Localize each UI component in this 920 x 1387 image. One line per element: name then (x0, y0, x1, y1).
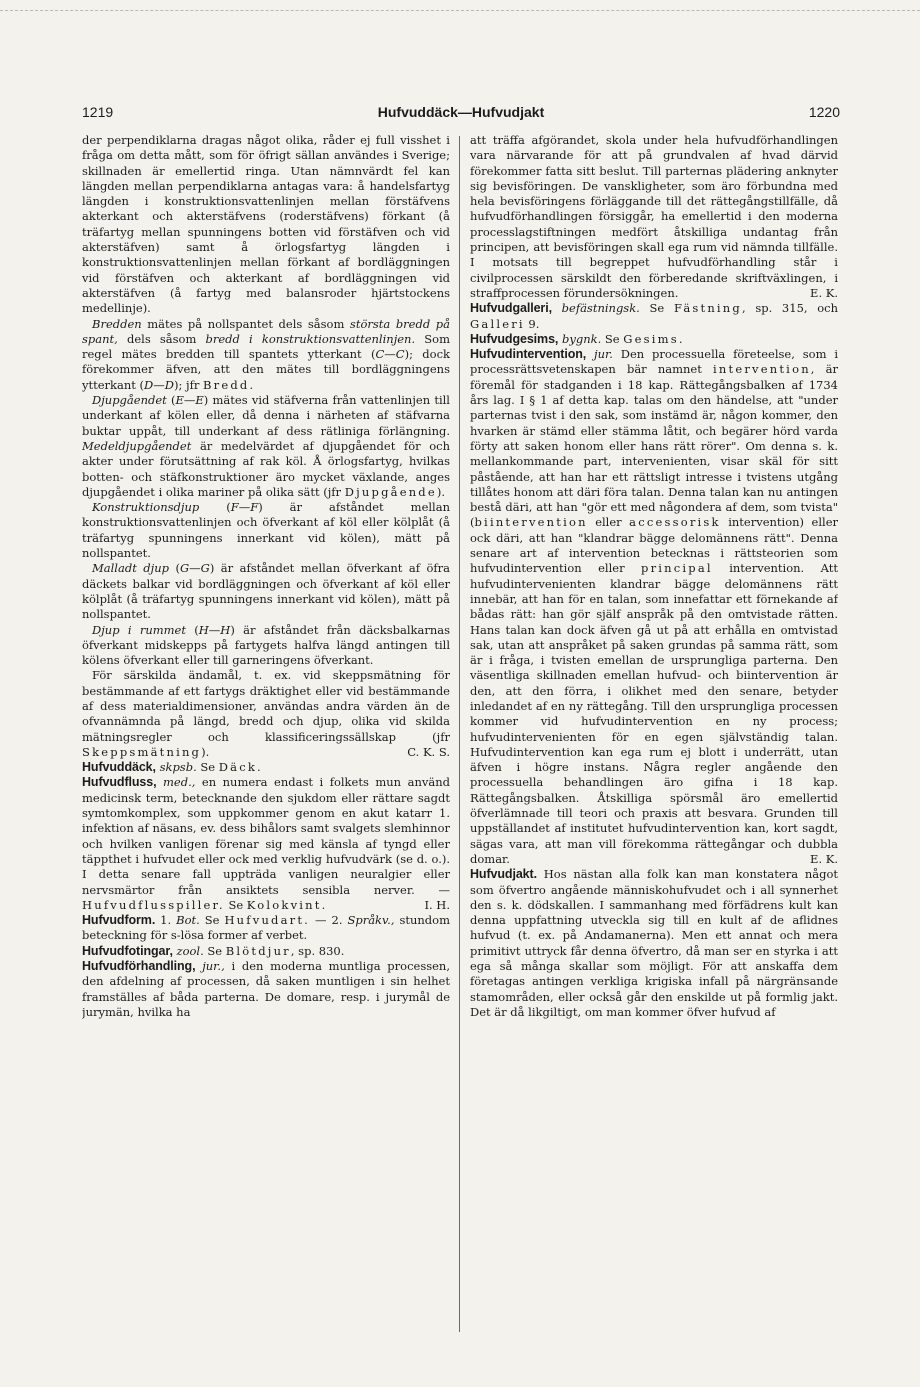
italic-text: Språkv., (347, 913, 395, 928)
text-run: att träffa afgörandet, skola under hela hufvudförhandlingen vara närvarande för att på grundvalen af hvad därvid förekommer fatta sitt beslut. Till parternas plädering anknyter sig bevisföringen. De vanskligheter, som äro förbundna med hela bevisföringens förläggande till det rättegångstillfälle, då hufvudförhandlingen försiggår, ha emellertid i den moderna processlagstiftningen medfört åtskilliga undantag från principen, att bevisföringen skall ega rum vid nämnda tillfälle. I motsats till begreppet hufvudförhandling står i civilprocessen särskildt den förberedande skriftväxlingen, i straffprocessen förundersökningen. (470, 133, 838, 300)
paragraph (470, 347, 838, 867)
spaced-text: Skeppsmätning (82, 744, 202, 759)
spaced-text: Fästning (673, 301, 742, 316)
text-run: stundom beteckning för s-lösa former af verbet. (82, 913, 450, 943)
paragraph (82, 393, 450, 500)
entry-headword: Hufvudförhandling, (82, 959, 196, 974)
left-column (82, 133, 450, 1333)
text-run: 9. (524, 316, 540, 331)
text-run: Se (199, 913, 225, 928)
author-signature: C. K. S. (407, 744, 450, 759)
paragraph (82, 775, 450, 913)
text-run: der perpendiklarna dragas något olika, råder ej full visshet i fråga om detta mått, som för öfrigt sällan användes i Sverige; skillnaden är emellertid ringa. Utan nämnvärdt fel kan längden mellan perpendiklarna antagas vara: å handelsfartyg längden i konstruktionsvattenlinjen mellan förstäfvens akterkant och akterstäfvens (roderstäfvens) förkant (å träfartyg mellan spunningens botten vid förstäfven och vid akterstäfven) samt å örlogsfartyg längden i konstruktionsvattenlinjen mellan förkant af bordläggningen vid förstäfven och akterkant af bordläggningen vid akterstäfven (å fartyg med balansroder hjärtstockens medellinje). (82, 133, 450, 316)
text-run: Se (224, 897, 247, 912)
text-run: , sp. 315, och (741, 301, 838, 316)
entry-headword: Hufvudgalleri, (470, 301, 552, 316)
italic-text: skpsb. (159, 760, 197, 775)
italic-text: G—G (179, 561, 210, 576)
italic-text: F—F (230, 500, 259, 515)
text-run: dels såsom (117, 331, 206, 346)
text-run: ); dock förekommer äfven, att den mätes till bordläggningens ytterkant ( (82, 347, 450, 392)
text-run: , sp. 830. (290, 943, 345, 958)
text-run: ); jfr (174, 377, 203, 392)
text-run: Som regel mätes bredden till spantets ytterkant ( (82, 331, 450, 362)
spaced-text: Däck. (218, 760, 263, 775)
text-run: eller (587, 515, 630, 530)
paragraph (82, 561, 450, 622)
paragraph (82, 668, 450, 760)
text-run: intervention. Att hufvudintervenienten klandrar bägge delomännens rätt innebär, att han för en talan, som innefattar ett förnekande af bådas rätt: han gör själf anspråk på den omtvistade rätten. Hans talan kan dock äfven gå ut på att erhålla en omtvistad sak, utan att anspråket på saken grundas på samma rätt, som är i fråga, i tvisten emellan de ursprungliga parterna. Den väsentliga skillnaden emellan hufvud- och biintervention är den, att den förra, i olikhet med den senare, betyder inledandet af en ny rättegång. Till den ursprungliga processen kommer vid hufvudintervention en ny process; hufvudintervenienten för en egen självständig talan. Hufvudintervention kan ega rum ej blott i underrätt, utan äfven i högre instans. Några regler angående den processuella behandlingen äro gifna i 18 kap. Rättegångsbalken. Åtskilliga spörsmål äro emellertid öfverlämnade till teori och praxis att besvara. Grunden till uppställandet af institutet hufvudintervention kan, kort sagdt, sägas vara, att man vill förekomma rättegångar och dubbla domar. (470, 561, 838, 866)
text-run: mätes på nollspantet dels såsom (141, 316, 350, 331)
text-run (586, 347, 594, 361)
paragraph (470, 867, 838, 1020)
text-run: 1. (155, 913, 177, 928)
italic-text: Djupgåendet (92, 393, 167, 408)
text-run: ( (185, 622, 199, 637)
text-run: en numera endast i folkets mun använd medicinsk term, betecknande den sjukdom eller rättare sagdt symtomkomplex, som uppkommer genom en akut katarr 1. infektion af näsans, ev. dess bihålors samt svalgets slemhinnor och hvilken vanligen förenar sig med känsla af tyngd eller täppthet i hufvudet eller ock med verklig hufvudvärk (se d. o.). I detta senare fall uppträda vanligen neuralgier eller nervsmärtor från ansiktets sensibla nerver. — (82, 775, 450, 897)
paragraph (82, 133, 450, 317)
italic-text: C—C (375, 347, 405, 362)
text-run: i den moderna muntliga processen, den afdelning af processen, då saken muntligen i sin helhet framställes af båda parterna. De domare, resp. i jurymål de jurymän, hvilka ha (82, 959, 450, 1019)
spaced-text: accessorisk (629, 515, 721, 530)
spaced-text: principal (641, 561, 713, 576)
spaced-text: biintervention (474, 515, 588, 530)
text-run: är medelvärdet af djupgåendet för och akter under förutsättning af rak köl. Å örlogsfartyg, hvilkas botten- och stäfkonstruktioner äro mycket växlande, anges djupgåendet i olika mariner på olika sätt (jfr (82, 438, 450, 499)
text-run: ). (201, 744, 210, 759)
italic-text: jur., (202, 959, 225, 974)
spaced-text: Gesims. (623, 331, 685, 346)
entry-headword: Hufvudintervention, (470, 347, 587, 362)
text-run: Se (639, 301, 674, 316)
text-run: ( (169, 561, 180, 576)
paragraph (82, 760, 450, 775)
italic-text: befästningsk. (561, 301, 640, 316)
italic-text: jur. (594, 347, 613, 362)
spaced-text: Bredd. (203, 377, 256, 392)
text-run: ). (436, 484, 446, 499)
paragraph (82, 317, 450, 393)
author-signature: E. K. (810, 285, 838, 300)
spaced-text: Hufvudflusspiller. (82, 897, 225, 912)
text-run: intervention) eller ock däri, att han "klandrar bägge delomännens rätt". Denna senare art af intervention betecknas i rättsteorien som hufvudintervention eller (470, 515, 838, 576)
author-signature: I. H. (424, 897, 450, 912)
entry-headword: Hufvudjakt. (470, 867, 537, 882)
text-run: Se (203, 943, 226, 958)
entry-headword: Hufvudfotingar, (82, 943, 173, 958)
italic-text: bredd i konstruktionsvattenlinjen. (205, 331, 416, 346)
scan-edge-line (0, 10, 920, 12)
text-run: ) är afståndet mellan konstruktionsvattenlinjen och öfverkant af köl eller kölplåt (å träfartyg spunningens innerkant vid kölen), mätt på nollspantet. (82, 500, 450, 561)
italic-text: bygnk. (561, 331, 602, 346)
paragraph (470, 301, 838, 332)
entry-headword: Hufvuddäck, (82, 760, 156, 775)
paragraph (82, 913, 450, 944)
right-column (470, 133, 838, 1333)
text-run (552, 301, 562, 315)
text-run: Den processuella företeelse, som i processrättsvetenskapen bär namnet (470, 347, 838, 377)
column-divider (459, 136, 460, 1332)
italic-text: zool. (176, 943, 204, 958)
entry-headword: Hufvudfluss, (82, 775, 157, 790)
text-run: Hos nästan alla folk kan man konstatera något som öfvertro angående människohufvudet och i all synnerhet den s. k. dödskallen. I sammanhang med förfädrens kult kan denna uppfattning utveckla sig till en kult af de aflidnes hufvud (t. ex. på Andamanerna). Men ett annat och mera primitivt uttryck får denna öfvertro, då man ser en styrka i att ega så många skallar som möjligt. För att anskaffa dem företagas antingen verkliga krigiska infall på närgränsande stamområden, eller också går den enskilde ut på formlig jakt. Det är då likgiltigt, om man kommer öfver hufvud af (470, 867, 838, 1019)
text-run: ) mätes vid stäfverna från vattenlinjen till underkant af kölen eller, då denna i närheten af stäfvarna buktar uppåt, till underkant af dess rätliniga förlängning. (82, 393, 450, 438)
running-title: Hufvuddäck—Hufvudjakt (377, 104, 545, 120)
paragraph (82, 623, 450, 669)
text-run: Se (196, 760, 219, 775)
entry-headword: Hufvudform. (82, 913, 156, 928)
paragraph (82, 500, 450, 561)
text-run: Se (601, 331, 624, 346)
entry-headword: Hufvudgesims, (470, 331, 559, 346)
italic-text: Malladt djup (92, 561, 169, 576)
italic-text: med., (163, 775, 196, 790)
paragraph (470, 332, 838, 347)
spaced-text: Djupgående (344, 484, 437, 499)
spaced-text: Blötdjur (225, 943, 291, 958)
author-signature: E. K. (810, 851, 838, 866)
text-run: ) är afståndet mellan öfverkant af öfra däckets balkar vid bordläggningen och öfverkant af köl eller kölplåt (å träfartyg spunningens innerkant vid kölen), mätt på nollspantet. (82, 561, 450, 622)
italic-text: Medeldjupgåendet (82, 438, 192, 453)
page-header (82, 104, 840, 126)
text-run: , är föremål för stadganden i 18 kap. Rättegångsbalken af 1734 års lag. I § 1 af detta kap. talas om den händelse, att "under parternas tvist i den sak, som instämd är, någon kommer, den hvarken är stämd eller stämma låtit, och begärer hörd varda förty att saken honom eller hans rätt rörer". Om denna s. k. mellankommande part, intervenienten, visar skäl för sitt påstående, att han har ett rättsligt intresse i tvistens utgång tillåtes honom att däri föra talan. Denna talan kan nu antingen bestå däri, att han "gör ett med någondera af dem, som tvista" ( (470, 362, 838, 530)
italic-text: Bot. (176, 913, 200, 928)
italic-text: största bredd på spant, (82, 316, 450, 346)
italic-text: E—E (175, 393, 204, 408)
paragraph (82, 959, 450, 1020)
italic-text: H—H (198, 622, 231, 637)
italic-text: Konstruktionsdjup (92, 500, 200, 515)
paragraph (82, 944, 450, 959)
spaced-text: Hufvudart. (224, 913, 311, 928)
text-run: — 2. (310, 913, 348, 928)
page-number-left: 1219 (82, 104, 114, 120)
page-number-right: 1220 (808, 104, 840, 120)
italic-text: D—D (144, 377, 174, 392)
spaced-text: intervention (713, 362, 811, 377)
spaced-text: Kolokvint. (246, 897, 328, 912)
italic-text: Bredden (92, 316, 142, 331)
paragraph (470, 133, 838, 301)
italic-text: Djup i rummet (92, 622, 186, 637)
text-run: ( (166, 393, 176, 408)
text-run: För särskilda ändamål, t. ex. vid skeppsmätning för bestämmande af ett fartygs dräktighet eller vid bestämmande af dess materialdimensioner, användas andra värden än de ofvannämnda på längd, bredd och djup, olika vid skilda mätningsregler och klassificeringssällskap (jfr (82, 668, 450, 744)
text-run: ( (199, 500, 231, 515)
text-run: ) är afståndet från däcksbalkarnas öfverkant midskepps på fartygets halfva längd antingen till kölens öfverkant eller till garneringens öfverkant. (82, 622, 450, 668)
spaced-text: Galleri (470, 316, 525, 331)
